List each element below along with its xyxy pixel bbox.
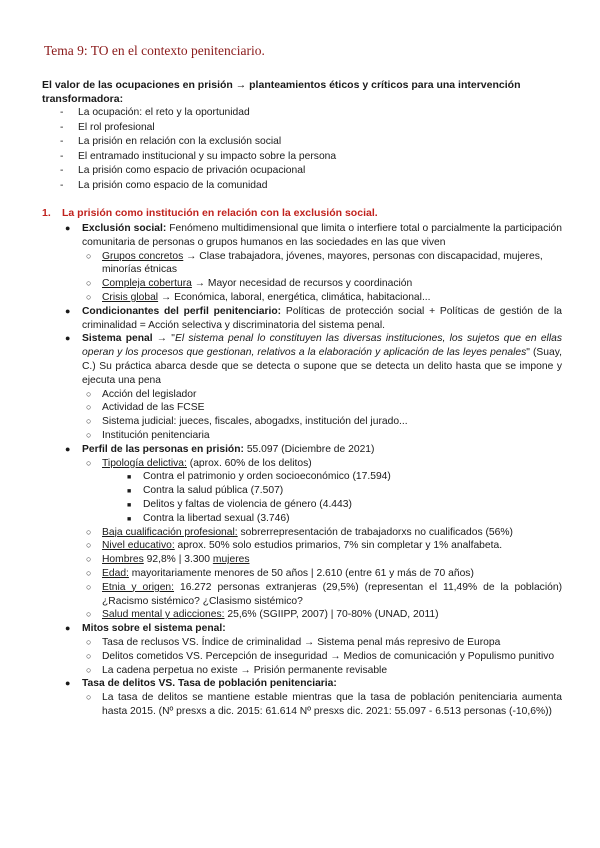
square-bullet-icon: ■ (127, 488, 132, 496)
circle-bullet-icon: ○ (86, 416, 92, 427)
sub-sub-bullet: ■ Contra la libertad sexual (3.746) (62, 512, 562, 526)
sub-bullet: ○ Acción del legislador (86, 388, 197, 400)
intro-item: - La ocupación: el reto y la oportunidad (60, 107, 250, 118)
bullet-exclusion-social: ● Exclusión social: Fenómeno multidimensional que limita o interfiere total o parcialmente la participación comunitaria de personas o grupos humanos en las sociedades en las que viven (65, 223, 562, 248)
circle-bullet-icon: ○ (86, 540, 92, 551)
circle-bullet-icon: ○ (86, 636, 92, 647)
document-title: Tema 9: TO en el contexto penitenciario. (44, 43, 265, 58)
sub-bullet: ○ La cadena perpetua no existe → Prisión permanente revisable (86, 664, 388, 676)
section-number: 1. (42, 207, 51, 219)
sub-bullet: ○ Etnia y origen: 16.272 personas extranjeras (29,5%) (representan el 11,49% de la población) ¿Racismo sistémico? ¿Clasismo sistémico? (86, 581, 562, 607)
circle-bullet-icon: ○ (86, 664, 92, 675)
sub-bullet: ○ Sistema judicial: jueces, fiscales, abogadxs, institución del jurado... (86, 416, 408, 428)
intro-heading: El valor de las ocupaciones en prisión → planteamientos éticos y críticos para una intervención transformadora: (42, 79, 521, 105)
bullet-sistema-penal: ● Sistema penal → "El sistema penal lo constituyen las diversas instituciones, los sujetos que en ellas operan y los procesos que gestionan, relativos a la elaboración y aplicación de las leyes penales" (Suay, C.) Su práctica abarca desde que se detecta o supone que se detecta un delito hasta que se impone y ejecuta una pena (65, 333, 562, 386)
circle-bullet-icon: ○ (86, 278, 92, 289)
square-bullet-icon: ■ (127, 474, 132, 482)
intro-list (42, 106, 336, 193)
circle-bullet-icon: ○ (86, 581, 92, 592)
intro-item: - El entramado institucional y su impacto sobre la persona (60, 150, 337, 162)
bullet-dot-icon: ● (65, 333, 71, 344)
sub-bullet: ○ Edad: mayoritariamente menores de 50 años | 2.610 (entre 61 y más de 70 años) (86, 567, 474, 579)
intro-item: - La prisión como espacio de privación ocupacional (60, 165, 306, 176)
sub-bullet: ○ Compleja cobertura → Mayor necesidad de recursos y coordinación (86, 278, 413, 290)
bullet-dot-icon: ● (65, 623, 71, 634)
sub-bullet: ○ Institución penitenciaria (86, 429, 210, 441)
square-bullet-icon: ■ (127, 515, 132, 523)
sub-bullet: ○ Grupos concretos → Clase trabajadora, jóvenes, mayores, personas con discapacidad, mujeres, minorías étnicas (86, 250, 543, 276)
bullet-condicionantes: ● Condicionantes del perfil penitenciario: Políticas de protección social + Políticas de gestión de la criminalidad = Acción selectiva y discriminatoria del sistema penal. (65, 305, 562, 331)
sub-bullet: ○ Nivel educativo: aprox. 50% solo estudios primarios, 7% sin completar y 1% analfabeta. (86, 540, 503, 552)
intro-item: - El rol profesional (60, 121, 155, 133)
sub-bullet: ○ Baja cualificación profesional: sobrerrepresentación de trabajadorxs no cualificados (56%) (86, 526, 513, 538)
sub-bullet: ○ Hombres 92,8% | 3.300 mujeres (86, 554, 250, 566)
square-bullet-icon: ■ (127, 501, 132, 509)
sub-bullet: ○ Delitos cometidos VS. Percepción de inseguridad → Medios de comunicación y Populismo punitivo (86, 650, 555, 662)
circle-bullet-icon: ○ (86, 402, 92, 413)
circle-bullet-icon: ○ (86, 429, 92, 440)
circle-bullet-icon: ○ (86, 526, 92, 537)
bullet-dot-icon: ● (65, 678, 71, 689)
circle-bullet-icon: ○ (86, 609, 92, 620)
bullet-mitos: ● Mitos sobre el sistema penal: (65, 623, 226, 635)
circle-bullet-icon: ○ (86, 291, 92, 302)
circle-bullet-icon: ○ (86, 250, 92, 261)
circle-bullet-icon: ○ (86, 567, 92, 578)
circle-bullet-icon: ○ (86, 692, 92, 703)
sub-sub-bullet: ■ Contra el patrimonio y orden socioeconómico (17.594) (62, 470, 562, 484)
bullet-tasa: ● Tasa de delitos VS. Tasa de población penitenciaria: (65, 678, 337, 690)
circle-bullet-icon: ○ (86, 650, 92, 661)
sub-sub-bullet: ■ Delitos y faltas de violencia de género (4.443) (62, 498, 562, 512)
sub-bullet: ○ Tasa de reclusos VS. Índice de criminalidad → Sistema penal más represivo de Europa (86, 636, 501, 648)
circle-bullet-icon: ○ (86, 554, 92, 565)
intro-item: - La prisión como espacio de la comunidad (60, 179, 268, 191)
sub-bullet: ○ Crisis global → Económica, laboral, energética, climática, habitacional... (86, 291, 431, 303)
sub-bullet: ○ Actividad de las FCSE (86, 402, 205, 414)
sub-sub-bullet: ■ Contra la salud pública (7.507) (62, 484, 562, 498)
section-content (62, 222, 562, 719)
bullet-dot-icon: ● (65, 305, 71, 316)
sub-bullet: ○ La tasa de delitos se mantiene estable mientras que la tasa de población penitenciaria aumenta hasta 2015. (Nº presxs a dic. 2015: 61.614 Nº presxs dic. 2021: 55.097 - 6.513 personas (-10,6%)) (86, 692, 562, 717)
intro-item: - La prisión en relación con la exclusión social (60, 136, 282, 147)
circle-bullet-icon: ○ (86, 388, 92, 399)
bullet-dot-icon: ● (65, 443, 71, 454)
bullet-dot-icon: ● (65, 223, 71, 233)
sub-bullet: ○ Salud mental y adicciones: 25,6% (SGIIPP, 2007) | 70-80% (UNAD, 2011) (86, 609, 439, 621)
section-heading: 1. La prisión como institución en relación con la exclusión social. (42, 207, 378, 219)
circle-bullet-icon: ○ (86, 457, 92, 468)
sub-bullet-tipologia: ○ Tipología delictiva: (aprox. 60% de los delitos) (86, 457, 312, 469)
bullet-perfil: ● Perfil de las personas en prisión: 55.097 (Diciembre de 2021) (65, 443, 375, 455)
